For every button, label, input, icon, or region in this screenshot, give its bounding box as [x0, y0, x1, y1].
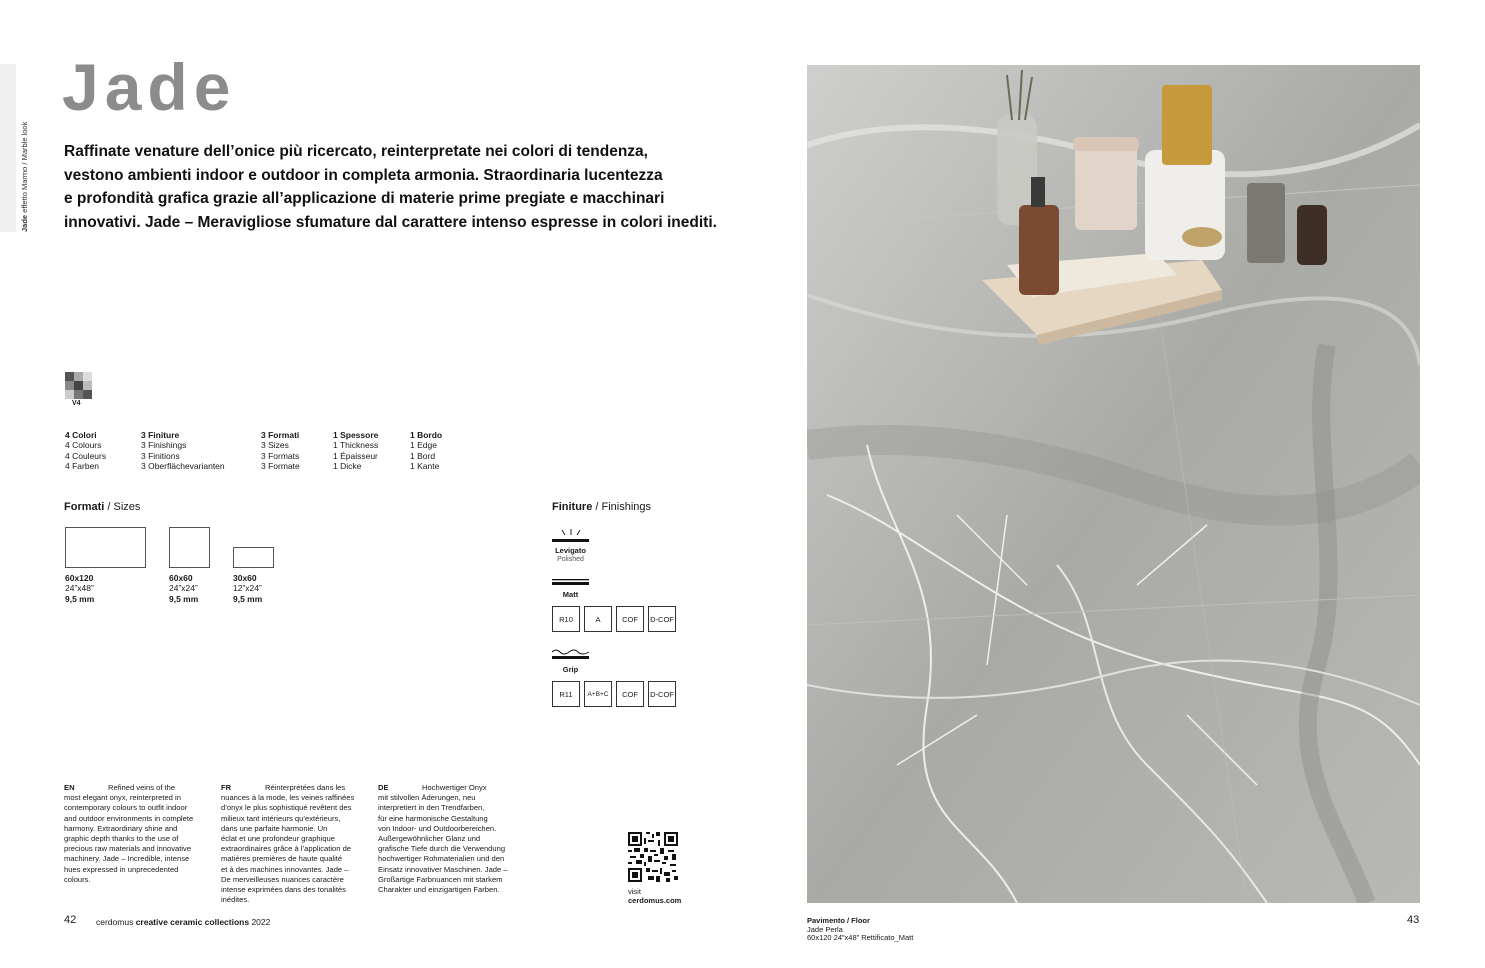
footer-brand-name: cerdomus	[96, 917, 136, 927]
size-metric: 30x60	[233, 573, 257, 583]
size-label	[169, 573, 198, 604]
spec-sizes	[261, 430, 300, 471]
qr-visit-label: visit	[628, 887, 641, 896]
sidebar-collection-name: Jade	[20, 214, 29, 232]
caption-format: 60x120 24”x48” Rettificato_Matt	[807, 933, 914, 943]
text-line: extraordinaires grâce à l’application de	[221, 844, 352, 854]
spec-line: 3 Finishings	[141, 440, 187, 451]
text-line: Außergewöhnlicher Glanz und	[378, 834, 481, 844]
finish-matt-label: Matt	[562, 590, 579, 599]
spec-line: 4 Colours	[65, 440, 102, 451]
spec-line: 3 Oberflächevarianten	[141, 460, 225, 471]
text-line: machinery. Jade – Incredible, intense	[64, 854, 190, 864]
lang-code: FR	[221, 783, 232, 792]
spec-line: 4 Farben	[65, 460, 100, 471]
sidebar-bar	[0, 64, 16, 232]
text-line: von Indoor- und Outdoorbereichen.	[378, 823, 497, 833]
text-line: Einsatz innovativer Maschinen. Jade –	[378, 864, 508, 874]
spec-heading: 4 Colori	[65, 430, 97, 440]
text-de	[378, 783, 538, 895]
sizes-heading	[64, 501, 140, 513]
size-label	[65, 573, 94, 604]
spec-line: 1 Kante	[410, 460, 440, 471]
text-line: contemporary colours to outfit indoor	[64, 803, 188, 813]
size-shape-60x120	[65, 527, 146, 568]
text-fr	[221, 783, 371, 905]
finishes-heading-rest: / Finishings	[592, 501, 652, 513]
text-line: harmony. Extraordinary shine and	[64, 823, 178, 833]
text-line: De merveilleuses nuances caractère	[221, 874, 344, 884]
spec-line: 4 Couleurs	[65, 450, 107, 461]
badge-dcof: D-COF	[648, 606, 676, 632]
spec-line: 1 Bord	[410, 450, 436, 461]
text-line: interpretiert in den Trendfarben,	[378, 803, 485, 813]
size-label	[233, 573, 262, 604]
spec-line: 3 Sizes	[261, 440, 289, 451]
grip-finish-icon	[552, 648, 590, 661]
text-line: and outdoor environments in complete	[64, 813, 194, 823]
text-line: graphic depth thanks to the use of	[64, 834, 179, 844]
spec-edge	[410, 430, 442, 471]
sizes-heading-bold: Formati	[64, 501, 105, 513]
text-line: matières premières de haute qualité	[221, 854, 343, 864]
text-line: most elegant onyx, reinterpreted in	[64, 793, 181, 803]
polished-finish-icon	[552, 528, 590, 544]
sidebar-label	[20, 122, 29, 232]
spec-heading: 3 Formati	[261, 430, 300, 440]
page-title: Jade	[62, 50, 237, 124]
page-number-right: 43	[1407, 914, 1420, 926]
text-line: für eine harmonische Gestaltung	[378, 813, 488, 823]
text-line: éclat et une profondeur graphique	[221, 834, 335, 844]
text-line: Refined veins of the	[108, 783, 176, 792]
spec-line: 3 Finitions	[141, 450, 180, 461]
finish-polished-sub: Polished	[557, 556, 584, 563]
qr-caption	[628, 887, 681, 905]
spec-colours	[65, 430, 106, 471]
lang-code: EN	[64, 783, 75, 792]
size-shape-60x60	[169, 527, 210, 568]
website-link[interactable]: cerdomus.com	[628, 896, 682, 905]
finishes-heading	[552, 501, 651, 513]
page-number-left: 42	[64, 914, 77, 926]
badge-cof: COF	[616, 606, 644, 632]
size-imperial: 24”x24”	[169, 583, 198, 594]
sidebar-subtitle: effetto Marmo / Marble look	[20, 121, 29, 213]
qr-code-icon[interactable]	[628, 832, 678, 882]
footer-year: 2022	[249, 917, 271, 927]
text-line: Großartige Farbnuancen mit starkem	[378, 874, 503, 884]
size-imperial: 24”x48”	[65, 583, 94, 594]
intro-line: innovativi. Jade – Meravigliose sfumature dal carattere intenso espresse in colori inediti.	[64, 213, 717, 231]
photo-caption	[807, 917, 913, 943]
finish-grip-label: Grip	[562, 665, 579, 674]
text-line: colours.	[64, 874, 91, 884]
variation-swatch-icon	[65, 372, 92, 399]
text-line: inédites.	[221, 895, 250, 905]
product-photo	[807, 65, 1420, 903]
text-line: Réinterprétées dans les	[265, 783, 346, 792]
lang-code: DE	[378, 783, 389, 792]
spec-heading: 3 Finiture	[141, 430, 180, 440]
badge-r10: R10	[552, 606, 580, 632]
size-thickness: 9,5 mm	[233, 593, 263, 604]
spec-line: 1 Épaisseur	[333, 450, 378, 461]
text-line: Hochwertiger Onyx	[422, 783, 487, 792]
text-line: hues expressed in unprecedented	[64, 864, 179, 874]
spec-thickness	[333, 430, 378, 471]
text-line: et à des machines innovantes. Jade –	[221, 864, 349, 874]
intro-line: e profondità grafica grazie all’applicazione di materie prime pregiate e macchinari	[64, 190, 665, 207]
size-imperial: 12”x24”	[233, 583, 262, 594]
text-line: precious raw materials and innovative	[64, 844, 192, 854]
finish-polished-label: Levigato	[555, 546, 586, 555]
sizes-heading-rest: / Sizes	[104, 501, 141, 513]
text-line: grafische Tiefe durch die Verwendung	[378, 844, 506, 854]
footer-brand	[96, 917, 270, 927]
text-line: dans une parfaite harmonie. Un	[221, 823, 328, 833]
spec-line: 1 Thickness	[333, 440, 379, 451]
badge-abc: A+B+C	[584, 681, 612, 707]
text-line: d’onyx le plus sophistiqué revêtent des	[221, 803, 352, 813]
finishes-heading-bold: Finiture	[552, 501, 593, 513]
size-shape-30x60	[233, 547, 274, 568]
badge-a: A	[584, 606, 612, 632]
text-line: milieux tant intérieurs qu’extérieurs,	[221, 813, 341, 823]
intro-paragraph	[64, 140, 717, 234]
intro-line: Raffinate venature dell’onice più ricercato, reinterpretate nei colori di tendenza,	[64, 143, 648, 160]
spec-line: 1 Edge	[410, 440, 437, 451]
spec-heading: 1 Bordo	[410, 430, 443, 440]
text-line: nuances à la mode, les veines raffinées	[221, 793, 355, 803]
text-line: hochwertiger Rohmaterialien und den	[378, 854, 505, 864]
badge-cof: COF	[616, 681, 644, 707]
spec-heading: 1 Spessore	[333, 430, 379, 440]
text-line: mit stilvollen Äderungen, neu	[378, 793, 476, 803]
spec-line: 3 Formats	[261, 450, 300, 461]
size-metric: 60x120	[65, 573, 94, 583]
spec-finishes	[141, 430, 225, 471]
spec-line: 3 Formate	[261, 460, 300, 471]
text-line: intense exprimées dans des tonalités	[221, 885, 346, 895]
size-thickness: 9,5 mm	[65, 593, 95, 604]
matt-finish-icon	[552, 578, 590, 587]
caption-product: Jade Perla	[807, 924, 843, 934]
text-line: Charakter und einzigartigen Farben.	[378, 885, 500, 895]
badge-dcof: D-COF	[648, 681, 676, 707]
variation-label: V4	[72, 400, 81, 407]
badge-r11: R11	[552, 681, 580, 707]
caption-title: Pavimento / Floor	[807, 916, 870, 925]
size-metric: 60x60	[169, 573, 193, 583]
spec-line: 1 Dicke	[333, 460, 362, 471]
text-en	[64, 783, 214, 885]
intro-line: vestono ambienti indoor e outdoor in completa armonia. Straordinaria lucentezza	[64, 166, 663, 184]
size-thickness: 9,5 mm	[169, 593, 199, 604]
footer-collection: creative ceramic collections	[135, 917, 250, 927]
